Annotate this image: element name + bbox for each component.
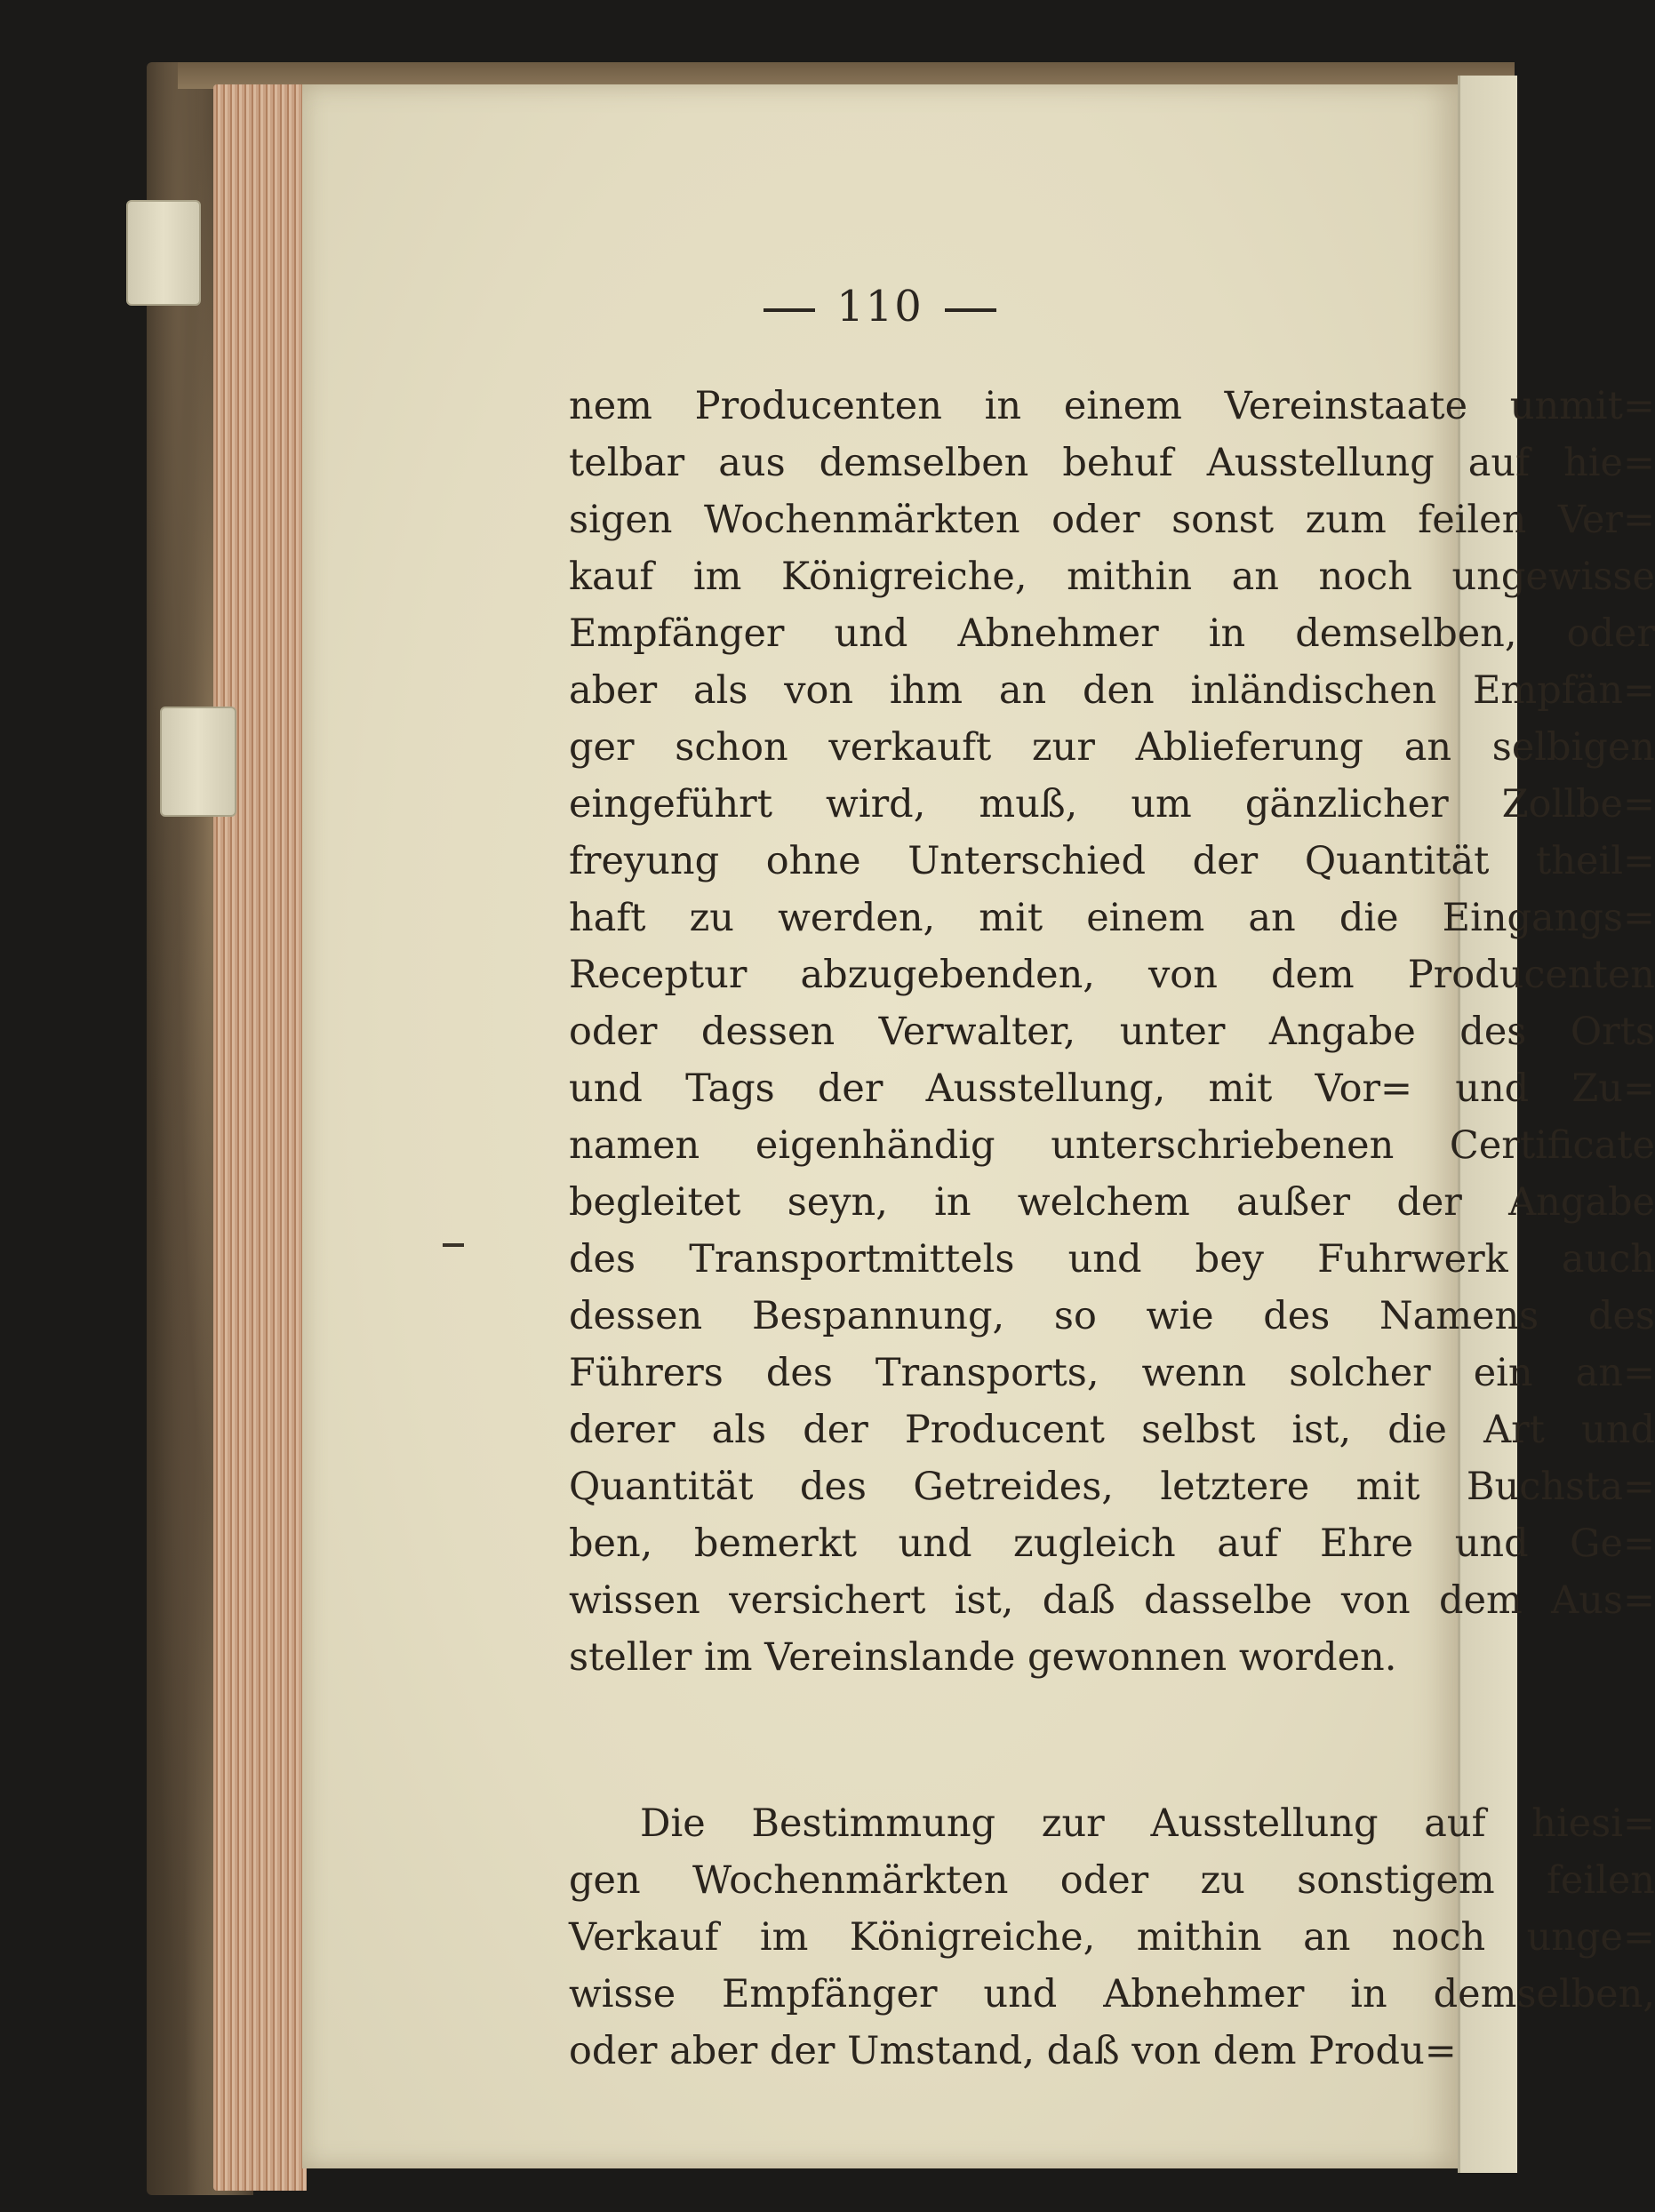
book-page	[302, 84, 1655, 2168]
page-tab-top	[126, 200, 201, 306]
text-line: gen Wochenmärkten oder zu sonstigem feilen	[569, 1858, 1655, 1903]
text-line: namen eigenhändig unterschriebenen Certificate	[569, 1123, 1655, 1168]
page-header	[302, 282, 1458, 331]
text-line: Receptur abzugebenden, von dem Producenten	[569, 953, 1655, 997]
text-line: wisse Empfänger und Abnehmer in demselben,	[569, 1972, 1655, 2016]
text-line: des Transportmittels und bey Fuhrwerk auch	[569, 1237, 1655, 1282]
text-line: sigen Wochenmärkten oder sonst zum feilen Ver=	[569, 498, 1655, 542]
text-line: ger schon verkauft zur Ablieferung an selbigen	[569, 725, 1655, 770]
page-edges	[213, 84, 307, 2191]
text-line: telbar aus demselben behuf Ausstellung auf hie=	[569, 441, 1655, 485]
header-dash-left	[764, 308, 815, 312]
text-line: Verkauf im Königreiche, mithin an noch unge=	[569, 1915, 1655, 1960]
text-line: oder aber der Umstand, daß von dem Produ=	[569, 2029, 1457, 2073]
text-line: und Tags der Ausstellung, mit Vor= und Zu=	[569, 1066, 1655, 1111]
text-line: Führers des Transports, wenn solcher ein an=	[569, 1351, 1655, 1395]
text-line: freyung ohne Unterschied der Quantität theil=	[569, 839, 1655, 883]
text-line: derer als der Producent selbst ist, die Art und	[569, 1408, 1655, 1452]
text-line: eingeführt wird, muß, um gänzlicher Zollbe=	[569, 782, 1655, 827]
text-line: aber als von ihm an den inländischen Empfän=	[569, 668, 1655, 713]
header-dash-right	[945, 308, 996, 312]
text-line: Quantität des Getreides, letztere mit Buchsta=	[569, 1465, 1655, 1509]
page-number: 110	[836, 282, 923, 331]
text-line: dessen Bespannung, so wie des Namens des	[569, 1294, 1655, 1338]
text-line: oder dessen Verwalter, unter Angabe des Orts	[569, 1010, 1655, 1054]
text-line: ben, bemerkt und zugleich auf Ehre und Ge=	[569, 1521, 1655, 1566]
margin-mark	[443, 1243, 464, 1247]
paragraph-1	[569, 378, 1655, 1686]
text-line: nem Producenten in einem Vereinstaate unmit=	[569, 384, 1655, 428]
text-line: Empfänger und Abnehmer in demselben, oder	[569, 611, 1655, 656]
text-line: haft zu werden, mit einem an die Eingangs=	[569, 896, 1655, 940]
text-line: kauf im Königreiche, mithin an noch ungewisse	[569, 555, 1655, 599]
paragraph-2	[569, 1795, 1655, 2080]
text-line: steller im Vereinslande gewonnen worden.	[569, 1635, 1397, 1680]
text-line: begleitet seyn, in welchem außer der Angabe	[569, 1180, 1655, 1225]
text-line: wissen versichert ist, daß dasselbe von dem Aus=	[569, 1578, 1655, 1623]
text-line: Die Bestimmung zur Ausstellung auf hiesi=	[640, 1801, 1655, 1846]
page-tab-middle	[160, 707, 236, 817]
